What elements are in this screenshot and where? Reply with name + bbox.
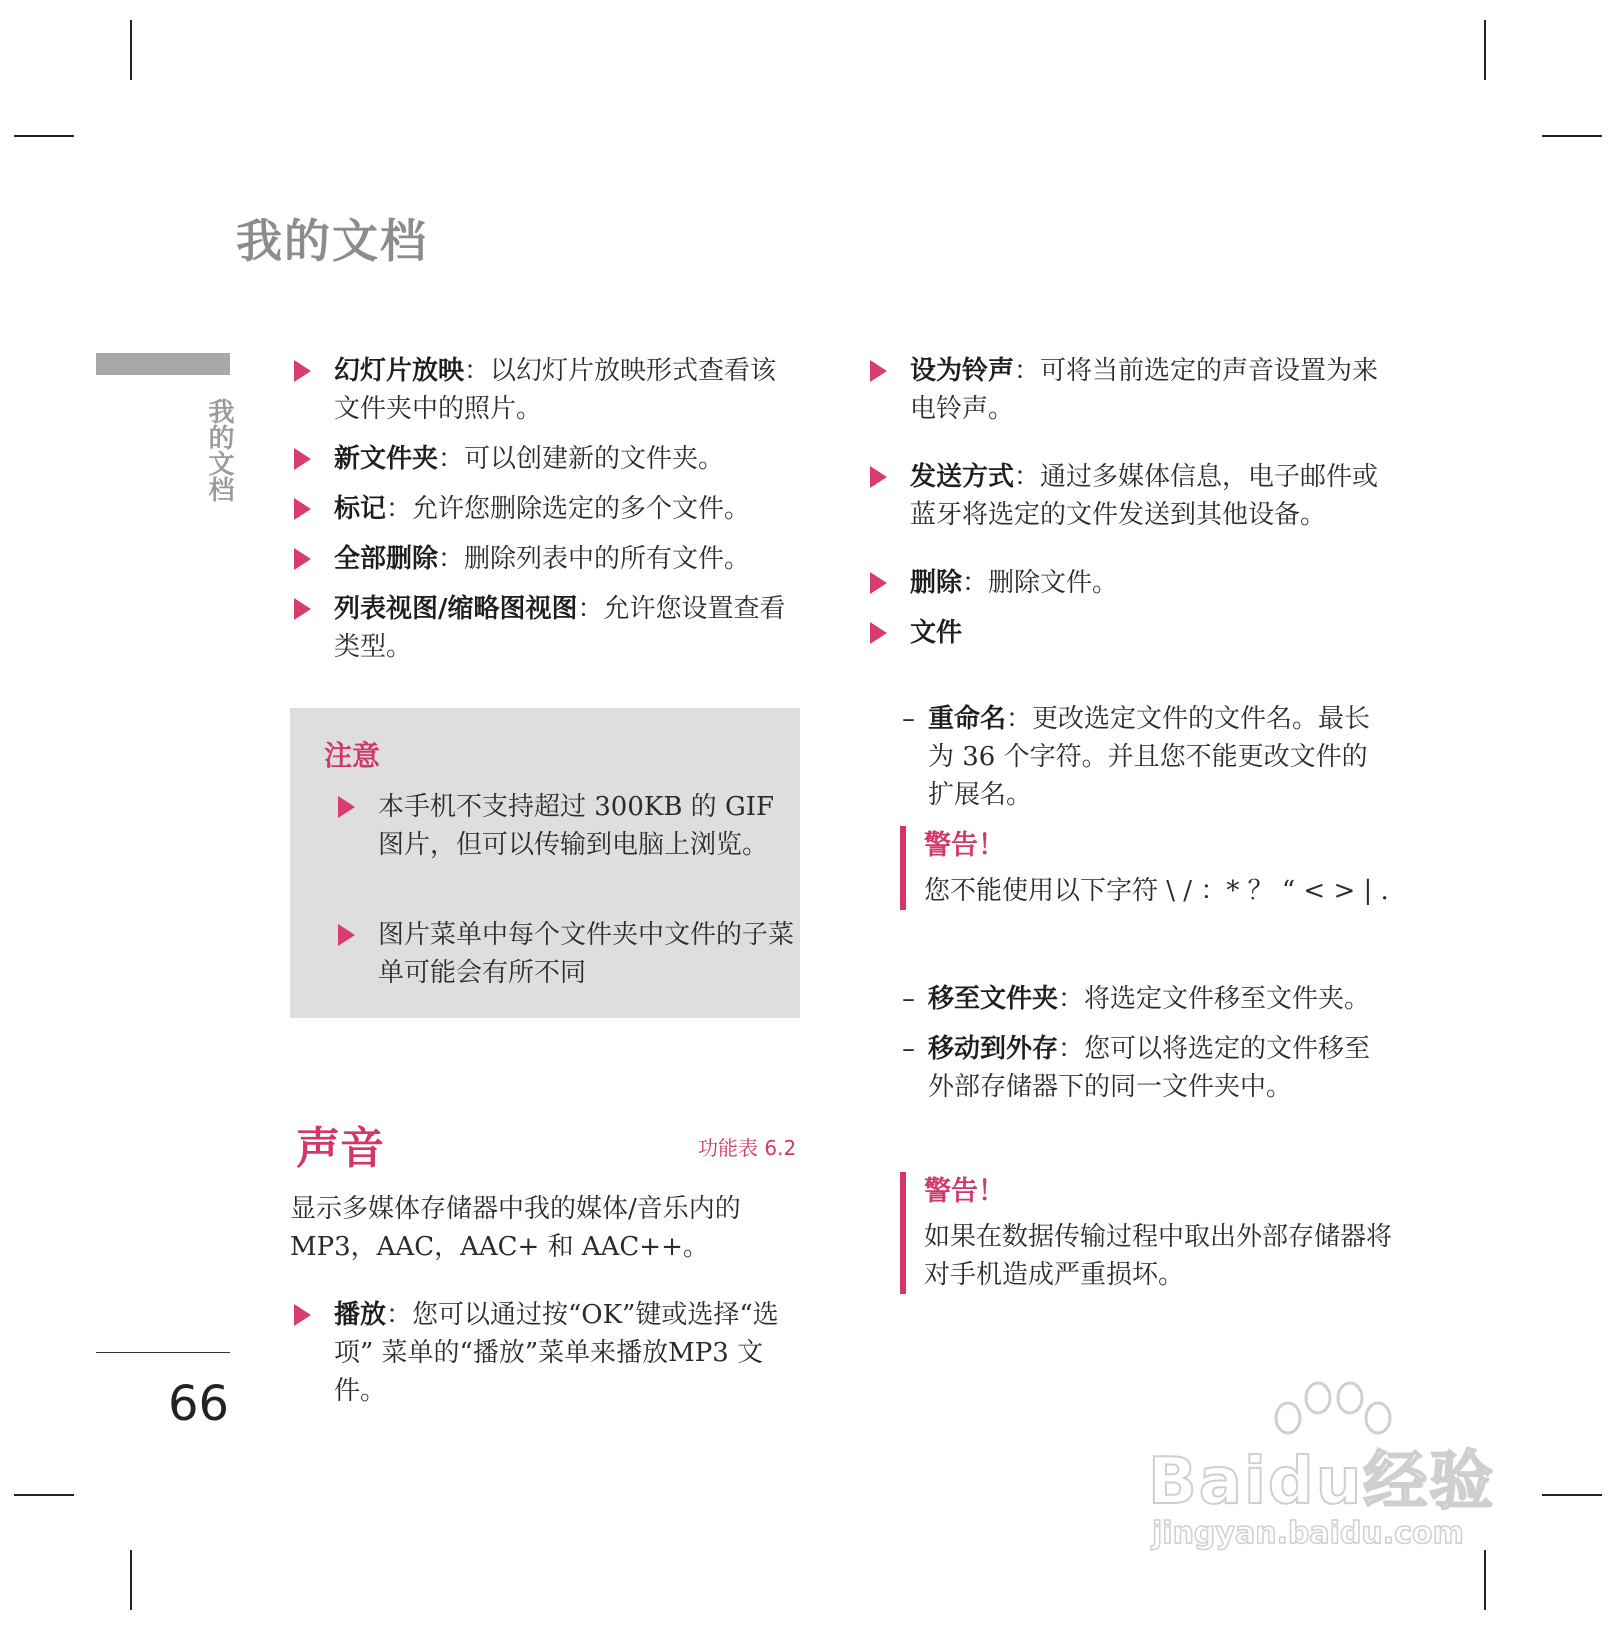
crop-mark <box>1484 20 1486 80</box>
bullet-triangle-icon <box>870 572 887 594</box>
item-label: 标记 <box>334 494 387 524</box>
note-box <box>290 708 800 1018</box>
item-text: ：以幻灯片放映形式查看该文件夹中的照片。 <box>334 356 777 424</box>
item-label: 设为铃声 <box>910 356 1015 386</box>
sub-item <box>896 1030 1376 1106</box>
side-tab-bar <box>96 353 230 375</box>
note-text: 图片菜单中每个文件夹中文件的子菜单可能会有所不同 <box>378 920 795 988</box>
page-number-rule <box>96 1352 230 1353</box>
side-tab-label: 我的文档 <box>204 398 234 502</box>
sub-item <box>896 980 1376 1018</box>
bullet-triangle-icon <box>870 360 887 382</box>
menu-reference: 功能表 6.2 <box>698 1136 797 1160</box>
dash-icon: – <box>902 1034 915 1064</box>
item-text: ：删除文件。 <box>962 568 1119 598</box>
item-text: ：可将当前选定的声音设置为来电铃声。 <box>910 356 1379 424</box>
list-item <box>866 458 1386 534</box>
warning-box <box>900 826 1414 910</box>
note-text: 本手机不支持超过 300KB 的 GIF 图片，但可以传输到电脑上浏览。 <box>378 792 775 860</box>
crop-mark <box>130 1550 132 1610</box>
item-text: ：您可以通过按“OK”键或选择“选项” 菜单的“播放”菜单来播放MP3 文件。 <box>334 1300 779 1406</box>
bullet-triangle-icon <box>870 466 887 488</box>
file-subitem-list <box>896 980 1376 1106</box>
section-intro: 显示多媒体存储器中我的媒体/音乐内的 MP3，AAC，AAC+ 和 AAC++。 <box>290 1194 741 1262</box>
item-label: 全部删除 <box>334 544 439 574</box>
item-label: 发送方式 <box>910 462 1015 492</box>
bullet-triangle-icon <box>294 448 311 470</box>
warning-title: 警告！ <box>924 1176 1005 1207</box>
bullet-triangle-icon <box>294 498 311 520</box>
warning-text: 您不能使用以下字符 \ / ：* ？ “ < > | . <box>924 876 1389 906</box>
crop-mark <box>14 135 74 137</box>
list-item <box>866 564 1386 602</box>
bullet-triangle-icon <box>294 1304 311 1326</box>
sub-item-text: ：您可以将选定的文件移至外部存储器下的同一文件夹中。 <box>928 1034 1371 1102</box>
sub-item <box>896 700 1376 814</box>
list-item <box>290 490 800 528</box>
list-item <box>290 440 800 478</box>
crop-mark <box>130 20 132 80</box>
warning-box <box>900 1172 1414 1294</box>
sub-item-label: 移动到外存 <box>928 1034 1059 1064</box>
item-label: 文件 <box>910 618 963 648</box>
crop-mark <box>14 1494 74 1496</box>
right-option-list <box>866 352 1386 660</box>
warning-title: 警告！ <box>924 830 1005 861</box>
list-item <box>866 614 1386 652</box>
list-item <box>290 352 800 428</box>
bullet-triangle-icon <box>870 622 887 644</box>
list-item <box>290 540 800 578</box>
item-label: 列表视图/缩略图视图 <box>334 594 578 624</box>
left-option-list <box>290 352 800 666</box>
bullet-triangle-icon <box>294 598 311 620</box>
sub-item-text: ：更改选定文件的文件名。最长为 36 个字符。并且您不能更改文件的扩展名。 <box>928 704 1371 810</box>
baidu-watermark <box>1148 1380 1528 1580</box>
watermark-url: jingyan.baidu.com <box>1152 1516 1464 1551</box>
crop-mark <box>1542 135 1602 137</box>
warning-text: 如果在数据传输过程中取出外部存储器将对手机造成严重损坏。 <box>924 1222 1393 1290</box>
item-text: ：通过多媒体信息，电子邮件或蓝牙将选定的文件发送到其他设备。 <box>910 462 1379 530</box>
list-item <box>290 590 800 666</box>
item-text: ：删除列表中的所有文件。 <box>438 544 751 574</box>
section-title: 声音 <box>296 1123 384 1174</box>
bullet-triangle-icon <box>338 796 355 818</box>
sound-option-list <box>290 1296 800 1410</box>
item-text: ：允许您设置查看类型。 <box>334 594 786 662</box>
sub-item-label: 重命名 <box>928 704 1007 734</box>
sub-item-text: ：将选定文件移至文件夹。 <box>1058 984 1371 1014</box>
page-title: 我的文档 <box>236 214 428 268</box>
file-subitem-list <box>896 700 1376 814</box>
sub-item-label: 移至文件夹 <box>928 984 1059 1014</box>
item-text: ：可以创建新的文件夹。 <box>438 444 725 474</box>
item-label: 删除 <box>910 568 963 598</box>
item-label: 播放 <box>334 1300 387 1330</box>
list-item <box>866 352 1386 428</box>
item-label: 新文件夹 <box>334 444 439 474</box>
note-item <box>334 916 798 992</box>
note-title: 注意 <box>324 739 381 772</box>
item-label: 幻灯片放映 <box>334 356 465 386</box>
bullet-triangle-icon <box>294 548 311 570</box>
watermark-brand: Baidu经验 <box>1148 1445 1496 1519</box>
crop-mark <box>1542 1494 1602 1496</box>
bullet-triangle-icon <box>338 924 355 946</box>
page-number: 66 <box>168 1376 230 1432</box>
dash-icon: – <box>902 704 915 734</box>
bullet-triangle-icon <box>294 360 311 382</box>
dash-icon: – <box>902 984 915 1014</box>
note-item <box>334 788 798 864</box>
item-text: ：允许您删除选定的多个文件。 <box>386 494 751 524</box>
list-item <box>290 1296 800 1410</box>
